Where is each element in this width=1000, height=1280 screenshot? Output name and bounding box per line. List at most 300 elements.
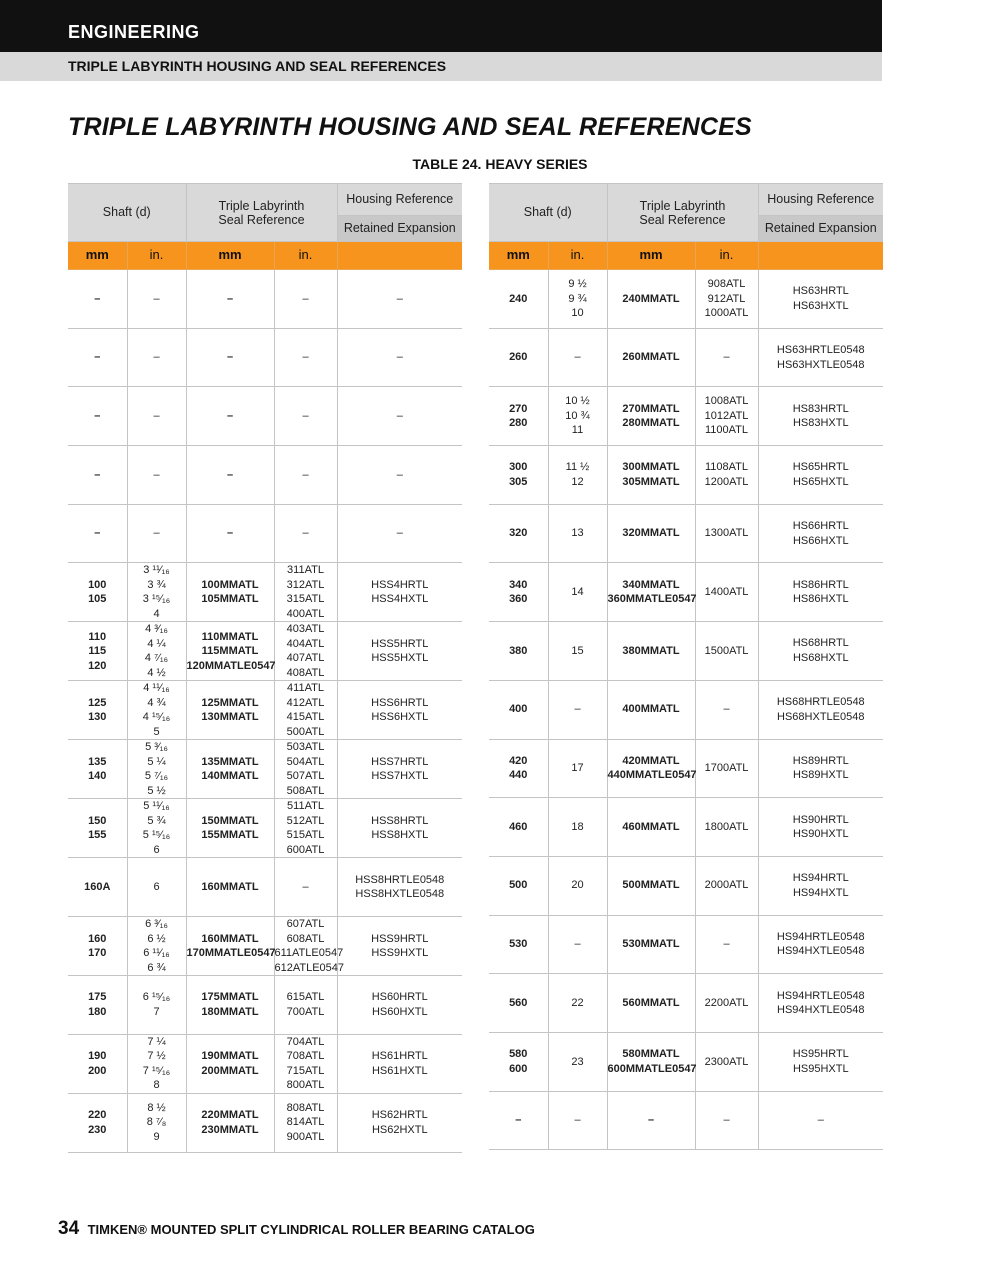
cell-line: HS94HRTL [792,872,849,885]
cell-line: 230 [88,1123,107,1136]
unit-header-mm: mm [607,242,695,270]
cell-line: 408ATL [286,666,325,679]
cell-line: 6 ¹¹⁄₁₆ [143,947,170,960]
cell-line: 155MMATL [201,829,259,842]
seal-mm-cell [607,974,695,1033]
shaft-in-cell [127,563,186,622]
cell-line: HS61HRTL [371,1050,428,1063]
seal-in-cell [274,681,337,740]
cell-line: – [574,938,581,951]
seal-in-cell [274,858,337,917]
table-row [489,270,883,329]
shaft-mm-cell [489,563,548,622]
cell-line: 220MMATL [201,1109,259,1122]
shaft-header: Shaft (d) [68,184,186,242]
cell-line: 280MMATL [622,417,680,430]
table-row [68,1034,462,1093]
cell-line: – [396,351,403,364]
cell-line: 140MMATL [201,770,259,783]
shaft-in-cell [548,680,607,739]
cell-line: – [153,409,160,422]
cell-line: – [153,527,160,540]
cell-line: 580MMATL [622,1048,680,1061]
cell-line: 120MMATLE0547 [186,659,276,672]
cell-line: 17 [571,762,584,775]
cell-line: HS66HRTL [792,520,849,533]
cell-line: 6 [153,881,160,894]
shaft-in-cell [548,270,607,329]
unit-header-in: in. [274,242,337,270]
cell-line: – [574,1114,581,1127]
cell-line: – [723,351,730,364]
cell-line: 110 [88,630,107,643]
page-footer [58,1218,535,1240]
cell-line: 6 ¾ [147,961,166,974]
seal-in-cell [695,387,758,446]
table-row [489,1032,883,1091]
page-title: TRIPLE LABYRINTH HOUSING AND SEAL REFERENCES [68,113,752,141]
shaft-in-cell [548,563,607,622]
cell-line: HS94HXTL [792,886,849,899]
cell-line: HSS5HRTL [371,637,429,650]
cell-line: HSS8HXTL [371,829,429,842]
seal-in-cell [695,739,758,798]
cell-line: 400MMATL [622,703,680,716]
seal-in-cell [695,915,758,974]
cell-line: 580 [509,1048,528,1061]
shaft-mm-cell [68,446,127,505]
cell-line: 800ATL [286,1079,325,1092]
cell-line: 411ATL [287,682,324,695]
seal-mm-cell [186,504,274,563]
cell-line: 440 [509,769,528,782]
cell-line: 230MMATL [201,1123,259,1136]
seal-reference-header [186,184,337,242]
cell-line: – [94,292,101,305]
cell-line: 600MMATLE0547 [607,1062,697,1075]
shaft-mm-cell [68,681,127,740]
housing-reference-cell [337,446,462,505]
housing-reference-cell [758,798,883,857]
cell-line: 320MMATL [622,527,680,540]
seal-header-line2: Seal Reference [218,212,305,227]
cell-line: 4 ¾ [147,696,166,709]
shaft-in-cell [127,387,186,446]
seal-in-cell [695,504,758,563]
cell-line: – [302,292,309,305]
seal-mm-cell [186,387,274,446]
cell-line: 900ATL [286,1130,325,1143]
cell-line: – [94,468,101,481]
cell-line: HS68HXTL [792,651,849,664]
cell-line: 5 ¹¹⁄₁₆ [143,800,170,813]
shaft-mm-cell [489,680,548,739]
cell-line: – [647,1114,655,1127]
cell-line: 908ATL [707,278,746,291]
cell-line: 305 [509,475,528,488]
shaft-mm-cell [489,1032,548,1091]
cell-line: 403ATL [286,623,325,636]
cell-line: 280 [509,417,528,430]
table-row [489,739,883,798]
cell-line: – [396,468,403,481]
cell-line: 6 [153,843,160,856]
heavy-series-table-left [68,183,462,1153]
cell-line: – [226,351,234,364]
cell-line: HSS7HXTL [371,770,429,783]
cell-line: 503ATL [286,741,325,754]
seal-mm-cell [607,446,695,505]
cell-line: 150MMATL [201,814,259,827]
cell-line: – [226,292,234,305]
cell-line: 160MMATL [201,932,259,945]
cell-line: HS86HXTL [792,593,849,606]
cell-line: HS65HXTL [792,475,849,488]
shaft-in-cell [548,504,607,563]
cell-line: – [723,1114,730,1127]
cell-line: HS63HXTL [792,299,849,312]
cell-line: 315ATL [286,593,325,606]
cell-line: 360MMATLE0547 [607,593,697,606]
table-row [489,622,883,681]
seal-mm-cell [186,681,274,740]
shaft-mm-cell [489,1091,548,1150]
cell-line: 4 ¹⁵⁄₁₆ [142,711,171,724]
cell-line: HS94HXTLE0548 [777,945,865,958]
housing-reference-cell [337,387,462,446]
cell-line: 13 [571,527,584,540]
cell-line: 515ATL [286,829,325,842]
seal-in-cell [274,740,337,799]
cell-line: – [153,468,160,481]
housing-reference-cell [337,622,462,681]
shaft-mm-cell [68,622,127,681]
cell-line: 500ATL [286,725,325,738]
cell-line: 5 ½ [147,784,166,797]
seal-mm-cell [607,739,695,798]
cell-line: HS94HRTLE0548 [776,989,865,1002]
shaft-in-cell [127,681,186,740]
cell-line: 3 ¹¹⁄₁₆ [143,564,170,577]
cell-line: 7 ½ [147,1050,166,1063]
cell-line: 340 [509,578,528,591]
cell-line: 700ATL [286,1005,325,1018]
table-row [68,622,462,681]
housing-reference-header: Housing Reference [758,184,883,216]
cell-line: HS95HRTL [792,1048,849,1061]
seal-in-cell [274,563,337,622]
cell-line: 105MMATL [201,593,259,606]
cell-line: HS89HXTL [792,769,849,782]
housing-reference-cell [337,799,462,858]
heavy-series-table-right [489,183,883,1150]
housing-reference-cell [337,1034,462,1093]
seal-in-cell [274,799,337,858]
housing-reference-header: Housing Reference [337,184,462,216]
seal-in-cell [695,328,758,387]
cell-line: HS63HXTLE0548 [777,358,865,371]
cell-line: 200MMATL [201,1064,259,1077]
shaft-in-cell [127,1034,186,1093]
cell-line: 4 ¹¹⁄₁₆ [143,682,170,695]
seal-mm-cell [186,976,274,1035]
cell-line: 615ATL [286,991,325,1004]
shaft-mm-cell [489,328,548,387]
seal-mm-cell [186,799,274,858]
unit-header-mm: mm [489,242,548,270]
housing-reference-cell [758,1032,883,1091]
seal-in-cell [695,622,758,681]
shaft-mm-cell [489,446,548,505]
cell-line: – [94,409,101,422]
cell-line: 808ATL [286,1101,325,1114]
table-row [489,563,883,622]
cell-line: 260MMATL [622,351,680,364]
cell-line: 8 ½ [147,1101,166,1114]
cell-line: – [302,409,309,422]
cell-line: 180MMATL [201,1005,259,1018]
seal-in-cell [695,798,758,857]
cell-line: 1100ATL [705,424,749,437]
cell-line: 608ATL [286,932,325,945]
table-row [489,387,883,446]
cell-line: 5 ³⁄₁₆ [145,741,168,754]
shaft-header: Shaft (d) [489,184,607,242]
cell-line: HS90HRTL [792,813,849,826]
cell-line: HS83HXTL [792,417,849,430]
cell-line: 1300ATL [704,527,749,540]
cell-line: 715ATL [286,1064,325,1077]
cell-line: HS63HRTL [792,285,849,298]
seal-in-cell [274,1093,337,1152]
cell-line: 312ATL [286,578,325,591]
seal-mm-cell [607,563,695,622]
cell-line: 100 [88,578,107,591]
cell-line: – [153,351,160,364]
shaft-in-cell [127,858,186,917]
cell-line: 380 [509,644,528,657]
seal-in-cell [695,446,758,505]
cell-line: 3 ¹⁵⁄₁₆ [142,593,171,606]
cell-line: 460 [509,820,528,833]
seal-in-cell [274,917,345,976]
cell-line: 3 ¾ [147,578,166,591]
cell-line: 270MMATL [622,402,680,415]
shaft-in-cell [127,917,186,976]
unit-header-in: in. [548,242,607,270]
cell-line: 190 [88,1050,107,1063]
cell-line: 220 [88,1109,107,1122]
unit-header-blank [337,242,462,270]
cell-line: 115MMATL [201,645,259,658]
housing-reference-cell [337,681,462,740]
cell-line: 500 [509,879,528,892]
cell-line: 200 [88,1064,107,1077]
cell-line: 140 [88,770,107,783]
cell-line: 311ATL [287,564,324,577]
table-row [489,446,883,505]
cell-line: 5 ¹⁵⁄₁₆ [142,829,171,842]
cell-line: 6 ¹⁵⁄₁₆ [142,991,171,1004]
seal-mm-cell [186,446,274,505]
cell-line: 175 [88,991,107,1004]
table-row [68,563,462,622]
cell-line: 8 [153,1079,160,1092]
table-row [68,270,462,329]
cell-line: 512ATL [286,814,325,827]
cell-line: 508ATL [286,784,325,797]
cell-line: HS62HRTL [371,1109,428,1122]
seal-in-cell [695,1091,758,1150]
table-row [68,917,462,976]
cell-line: 11 [571,424,584,437]
shaft-mm-cell [489,387,548,446]
cell-line: 15 [571,644,584,657]
cell-line: HSS7HRTL [371,755,429,768]
cell-line: HS66HXTL [792,534,849,547]
cell-line: 10 [571,307,584,320]
section-header-band [0,0,882,52]
housing-reference-cell [337,740,462,799]
cell-line: – [723,703,730,716]
cell-line: 100MMATL [201,578,259,591]
seal-mm-cell [186,858,274,917]
cell-line: HSS9HRTL [371,932,429,945]
seal-mm-cell [607,1091,695,1150]
cell-line: 1000ATL [704,307,749,320]
cell-line: HS68HRTLE0548 [776,696,865,709]
cell-line: 600ATL [286,843,325,856]
shaft-mm-cell [489,974,548,1033]
cell-line: 170 [88,947,107,960]
table-row [489,1091,883,1150]
seal-in-cell [274,328,337,387]
shaft-mm-cell [68,799,127,858]
cell-line: HS60HRTL [371,991,428,1004]
cell-line: 5 ¾ [147,814,166,827]
table-row [68,446,462,505]
unit-header-mm: mm [68,242,127,270]
table-row [489,856,883,915]
shaft-mm-cell [68,504,127,563]
cell-line: 110MMATL [201,630,259,643]
cell-line: 12 [571,475,584,488]
seal-header-line2: Seal Reference [639,212,726,227]
cell-line: HSS8HXTLE0548 [355,888,445,901]
cell-line: 530MMATL [622,938,680,951]
seal-mm-cell [186,563,274,622]
housing-reference-cell [758,739,883,798]
seal-in-cell [274,387,337,446]
cell-line: 125 [88,696,107,709]
seal-mm-cell [607,270,695,329]
housing-reference-cell [758,328,883,387]
shaft-mm-cell [68,328,127,387]
cell-line: – [302,468,309,481]
seal-mm-cell [186,740,274,799]
cell-line: 240 [509,292,528,305]
table-row [489,504,883,563]
shaft-in-cell [548,974,607,1033]
cell-line: – [396,409,403,422]
cell-line: 180 [88,1005,107,1018]
shaft-in-cell [548,328,607,387]
cell-line: 135MMATL [201,755,259,768]
cell-line: – [302,881,309,894]
cell-line: – [153,292,160,305]
shaft-mm-cell [489,915,548,974]
cell-line: HS63HRTLE0548 [776,344,865,357]
seal-mm-cell [186,622,274,681]
shaft-mm-cell [489,739,548,798]
cell-line: 20 [571,879,584,892]
shaft-in-cell [548,1091,607,1150]
shaft-in-cell [548,915,607,974]
cell-line: HS83HRTL [792,402,849,415]
cell-line: 22 [571,996,584,1009]
shaft-mm-cell [68,270,127,329]
housing-reference-cell [337,328,462,387]
cell-line: 4 ³⁄₁₆ [145,623,168,636]
shaft-mm-cell [68,1034,127,1093]
cell-line: 155 [88,829,107,842]
shaft-mm-cell [68,976,127,1035]
cell-line: 1008ATL [704,395,749,408]
cell-line: – [94,527,101,540]
cell-line: 5 ⁷⁄₁₆ [144,770,169,783]
cell-line: – [226,527,234,540]
cell-line: – [574,351,581,364]
seal-in-cell [695,563,758,622]
cell-line: 1500ATL [704,644,749,657]
cell-line: HSS6HXTL [371,711,429,724]
cell-line: 125MMATL [201,696,259,709]
seal-in-cell [274,446,337,505]
seal-mm-cell [607,915,695,974]
cell-line: 18 [571,820,584,833]
seal-mm-cell [186,270,274,329]
cell-line: – [723,938,730,951]
housing-reference-cell [758,856,883,915]
retained-expansion-header: Retained Expansion [337,216,462,242]
housing-reference-cell [337,858,462,917]
cell-line: – [396,292,403,305]
section-title: ENGINEERING [68,22,200,42]
cell-line: HS95HXTL [792,1062,849,1075]
cell-line: 415ATL [286,711,325,724]
seal-mm-cell [607,798,695,857]
unit-header-in: in. [127,242,186,270]
cell-line: 14 [571,586,584,599]
housing-reference-cell [758,387,883,446]
shaft-mm-cell [68,917,127,976]
cell-line: – [515,1114,522,1127]
cell-line: 530 [509,938,528,951]
cell-line: HSS4HXTL [371,593,429,606]
cell-line: 1800ATL [704,820,749,833]
housing-reference-cell [337,917,462,976]
shaft-in-cell [548,856,607,915]
seal-mm-cell [186,1093,274,1152]
cell-line: 4 [153,607,160,620]
cell-line: 6 ½ [147,932,166,945]
cell-line: 2300ATL [704,1055,749,1068]
cell-line: – [302,351,309,364]
housing-reference-cell [337,1093,462,1152]
cell-line: HS89HRTL [792,754,849,767]
cell-line: 912ATL [707,292,746,305]
cell-line: – [226,468,234,481]
